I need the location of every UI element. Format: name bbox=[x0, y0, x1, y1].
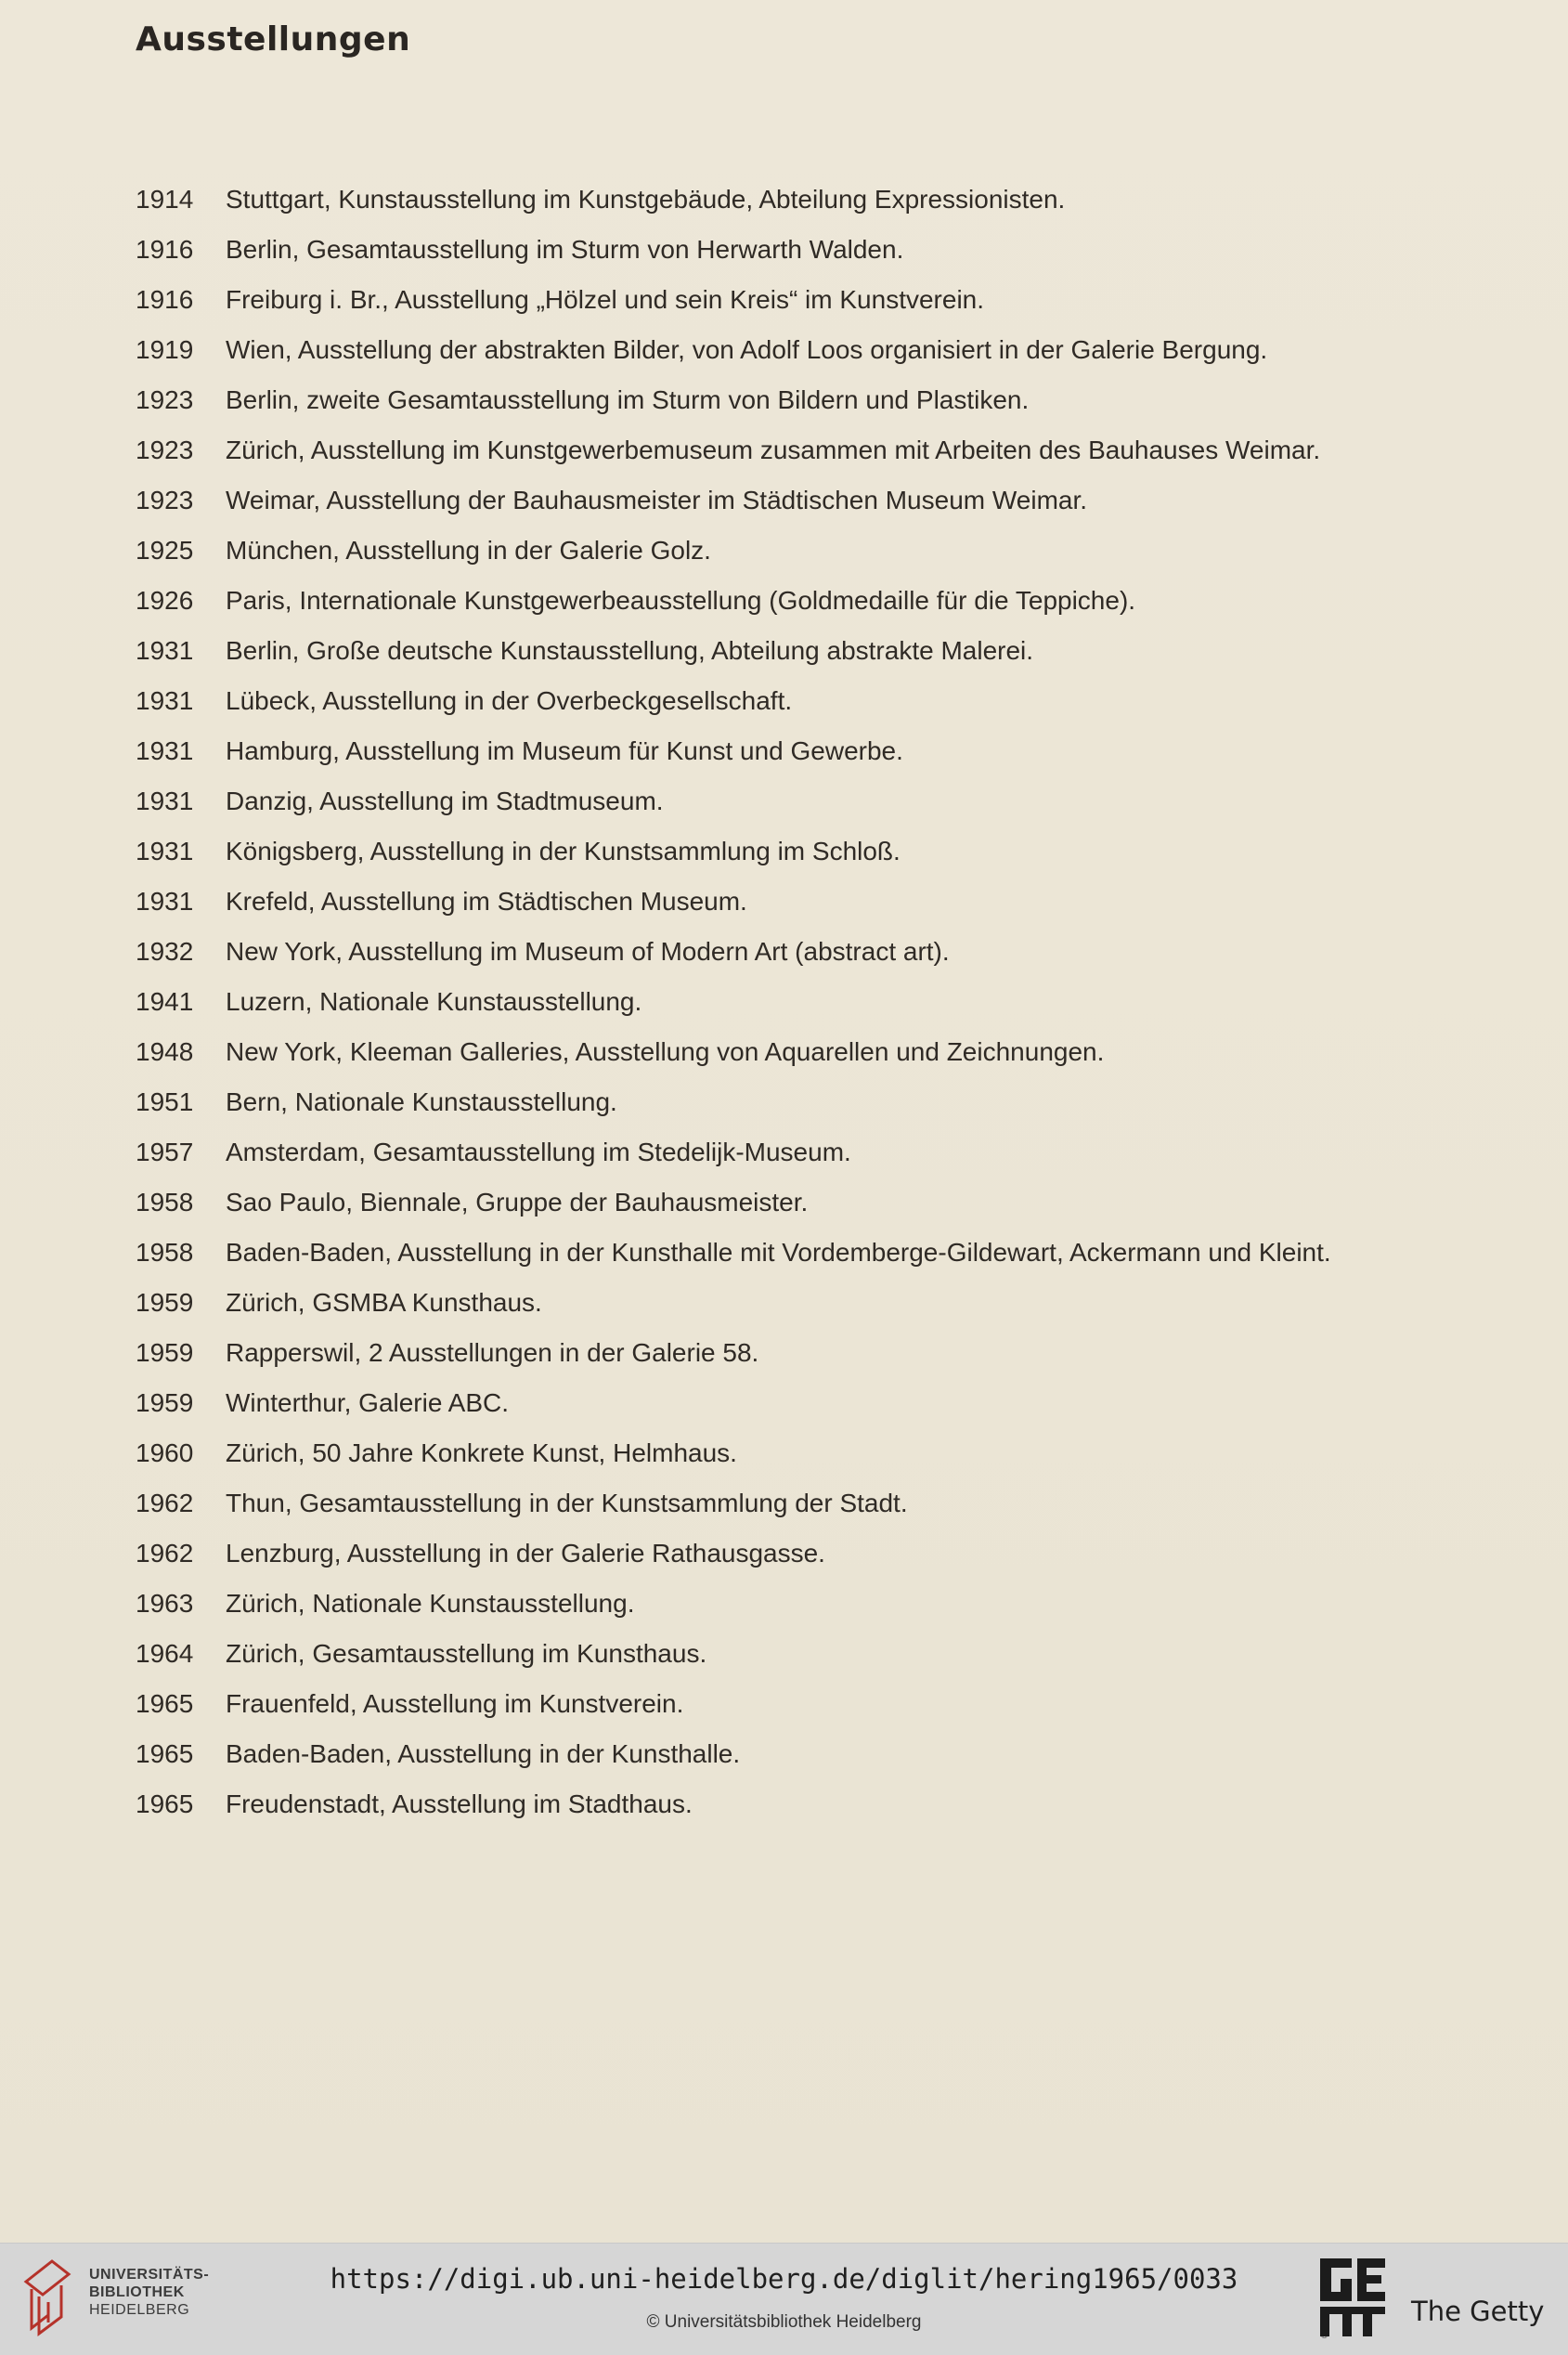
exhibition-description: München, Ausstellung in der Galerie Golz. bbox=[226, 536, 711, 565]
exhibition-year: 1959 bbox=[136, 1388, 194, 1417]
exhibition-year: 1962 bbox=[136, 1539, 194, 1568]
exhibition-description: Bern, Nationale Kunstausstellung. bbox=[226, 1087, 617, 1116]
exhibition-entry bbox=[136, 1779, 1417, 1829]
exhibition-description: Danzig, Ausstellung im Stadtmuseum. bbox=[226, 787, 664, 815]
exhibition-entry bbox=[136, 1529, 1417, 1579]
exhibition-entry bbox=[136, 275, 1417, 325]
exhibition-description: Krefeld, Ausstellung im Städtischen Museum. bbox=[226, 887, 747, 916]
exhibition-entry bbox=[136, 1679, 1417, 1729]
exhibition-description: Winterthur, Galerie ABC. bbox=[226, 1388, 510, 1417]
exhibition-description: Thun, Gesamtausstellung in der Kunstsammlung der Stadt. bbox=[226, 1489, 908, 1517]
exhibition-year: 1923 bbox=[136, 436, 194, 464]
exhibition-description: Berlin, Gesamtausstellung im Sturm von Herwarth Walden. bbox=[226, 235, 904, 264]
exhibition-entry bbox=[136, 676, 1417, 726]
exhibition-entry bbox=[136, 776, 1417, 826]
exhibition-description: Zürich, Ausstellung im Kunstgewerbemuseum zusammen mit Arbeiten des Bauhauses Weimar. bbox=[226, 436, 1321, 464]
exhibition-entry bbox=[136, 1127, 1417, 1178]
exhibition-year: 1931 bbox=[136, 686, 194, 715]
exhibition-year: 1932 bbox=[136, 937, 194, 966]
exhibition-description: Amsterdam, Gesamtausstellung im Stedelijk-Museum. bbox=[226, 1138, 851, 1166]
svg-text:®: ® bbox=[1320, 2332, 1328, 2340]
exhibition-year: 1919 bbox=[136, 335, 194, 364]
exhibition-entry bbox=[136, 877, 1417, 927]
exhibition-entry bbox=[136, 1228, 1417, 1278]
exhibition-entry bbox=[136, 1629, 1417, 1679]
library-name-line3: HEIDELBERG bbox=[89, 2302, 190, 2318]
exhibition-description: Lenzburg, Ausstellung in der Galerie Rathausgasse. bbox=[226, 1539, 825, 1568]
exhibition-description: Freudenstadt, Ausstellung im Stadthaus. bbox=[226, 1789, 693, 1818]
exhibition-year: 1963 bbox=[136, 1589, 194, 1618]
exhibition-entry bbox=[136, 1579, 1417, 1629]
copyright-notice: © Universitätsbibliothek Heidelberg bbox=[646, 2312, 922, 2332]
exhibition-description: New York, Ausstellung im Museum of Modern Art (abstract art). bbox=[226, 937, 950, 966]
exhibition-description: Rapperswil, 2 Ausstellungen in der Galerie 58. bbox=[226, 1338, 759, 1367]
exhibition-description: Luzern, Nationale Kunstausstellung. bbox=[226, 987, 642, 1016]
exhibition-entry bbox=[136, 1328, 1417, 1378]
exhibition-description: Weimar, Ausstellung der Bauhausmeister im Städtischen Museum Weimar. bbox=[226, 486, 1088, 514]
exhibition-year: 1916 bbox=[136, 285, 194, 314]
exhibition-year: 1964 bbox=[136, 1639, 194, 1668]
exhibition-entry bbox=[136, 626, 1417, 676]
exhibition-entry bbox=[136, 1027, 1417, 1077]
exhibition-entry bbox=[136, 977, 1417, 1027]
exhibition-description: Baden-Baden, Ausstellung in der Kunsthalle. bbox=[226, 1739, 741, 1768]
exhibition-year: 1959 bbox=[136, 1338, 194, 1367]
exhibition-description: Zürich, 50 Jahre Konkrete Kunst, Helmhaus. bbox=[226, 1438, 737, 1467]
exhibition-description: Sao Paulo, Biennale, Gruppe der Bauhausmeister. bbox=[226, 1188, 809, 1217]
exhibition-year: 1931 bbox=[136, 887, 194, 916]
exhibition-description: Frauenfeld, Ausstellung im Kunstverein. bbox=[226, 1689, 684, 1718]
exhibition-description: Berlin, zweite Gesamtausstellung im Sturm von Bildern und Plastiken. bbox=[226, 385, 1030, 414]
exhibition-entry bbox=[136, 1378, 1417, 1428]
exhibition-year: 1951 bbox=[136, 1087, 194, 1116]
exhibition-description: Lübeck, Ausstellung in der Overbeckgesellschaft. bbox=[226, 686, 793, 715]
exhibition-year: 1931 bbox=[136, 636, 194, 665]
exhibition-entry bbox=[136, 325, 1417, 375]
exhibition-description: Paris, Internationale Kunstgewerbeausstellung (Goldmedaille für die Teppiche). bbox=[226, 586, 1136, 615]
exhibition-entry bbox=[136, 175, 1417, 225]
exhibition-year: 1926 bbox=[136, 586, 194, 615]
exhibition-list bbox=[136, 175, 1417, 1829]
exhibition-year: 1965 bbox=[136, 1689, 194, 1718]
exhibition-description: Königsberg, Ausstellung in der Kunstsammlung im Schloß. bbox=[226, 837, 901, 865]
exhibition-entry bbox=[136, 475, 1417, 526]
exhibition-year: 1965 bbox=[136, 1789, 194, 1818]
getty-logo-icon[interactable] bbox=[1318, 2255, 1389, 2340]
exhibition-year: 1948 bbox=[136, 1037, 194, 1066]
exhibition-year: 1960 bbox=[136, 1438, 194, 1467]
exhibition-entry bbox=[136, 375, 1417, 425]
exhibition-year: 1914 bbox=[136, 185, 194, 214]
exhibition-entry bbox=[136, 225, 1417, 275]
exhibition-description: Wien, Ausstellung der abstrakten Bilder, von Adolf Loos organisiert in der Galerie Bergung. bbox=[226, 335, 1268, 364]
exhibition-entry bbox=[136, 1077, 1417, 1127]
exhibition-year: 1923 bbox=[136, 486, 194, 514]
exhibition-entry bbox=[136, 927, 1417, 977]
exhibition-entry bbox=[136, 1178, 1417, 1228]
exhibition-entry bbox=[136, 726, 1417, 776]
exhibition-description: Zürich, Nationale Kunstausstellung. bbox=[226, 1589, 635, 1618]
exhibition-entry bbox=[136, 425, 1417, 475]
exhibition-year: 1931 bbox=[136, 736, 194, 765]
exhibition-year: 1925 bbox=[136, 536, 194, 565]
exhibition-description: New York, Kleeman Galleries, Ausstellung von Aquarellen und Zeichnungen. bbox=[226, 1037, 1105, 1066]
exhibition-description: Hamburg, Ausstellung im Museum für Kunst und Gewerbe. bbox=[226, 736, 903, 765]
exhibition-year: 1957 bbox=[136, 1138, 194, 1166]
permalink-url[interactable]: https://digi.ub.uni-heidelberg.de/diglit/hering1965/0033 bbox=[330, 2263, 1238, 2295]
exhibition-entry bbox=[136, 1729, 1417, 1779]
exhibition-entry bbox=[136, 526, 1417, 576]
exhibition-year: 1958 bbox=[136, 1188, 194, 1217]
exhibition-year: 1923 bbox=[136, 385, 194, 414]
exhibition-year: 1931 bbox=[136, 787, 194, 815]
exhibition-description: Freiburg i. Br., Ausstellung „Hölzel und sein Kreis“ im Kunstverein. bbox=[226, 285, 985, 314]
library-name-line1: UNIVERSITÄTS- bbox=[89, 2267, 210, 2283]
exhibition-year: 1959 bbox=[136, 1288, 194, 1317]
exhibition-description: Stuttgart, Kunstausstellung im Kunstgebäude, Abteilung Expressionisten. bbox=[226, 185, 1066, 214]
exhibition-entry bbox=[136, 1428, 1417, 1478]
exhibition-entry bbox=[136, 826, 1417, 877]
exhibition-entry bbox=[136, 1278, 1417, 1328]
exhibition-entry bbox=[136, 576, 1417, 626]
exhibition-year: 1965 bbox=[136, 1739, 194, 1768]
exhibition-year: 1962 bbox=[136, 1489, 194, 1517]
exhibition-description: Berlin, Große deutsche Kunstausstellung, Abteilung abstrakte Malerei. bbox=[226, 636, 1034, 665]
exhibition-entry bbox=[136, 1478, 1417, 1529]
exhibition-year: 1941 bbox=[136, 987, 194, 1016]
library-name-line2: BIBLIOTHEK bbox=[89, 2284, 185, 2300]
exhibition-year: 1916 bbox=[136, 235, 194, 264]
partner-name: The Getty bbox=[1411, 2296, 1545, 2327]
exhibition-year: 1958 bbox=[136, 1238, 194, 1267]
exhibition-description: Baden-Baden, Ausstellung in der Kunsthalle mit Vordemberge-Gildewart, Ackermann und Kleint. bbox=[226, 1238, 1331, 1267]
page-heading: Ausstellungen bbox=[136, 20, 411, 59]
exhibition-year: 1931 bbox=[136, 837, 194, 865]
exhibition-description: Zürich, GSMBA Kunsthaus. bbox=[226, 1288, 542, 1317]
exhibition-description: Zürich, Gesamtausstellung im Kunsthaus. bbox=[226, 1639, 707, 1668]
